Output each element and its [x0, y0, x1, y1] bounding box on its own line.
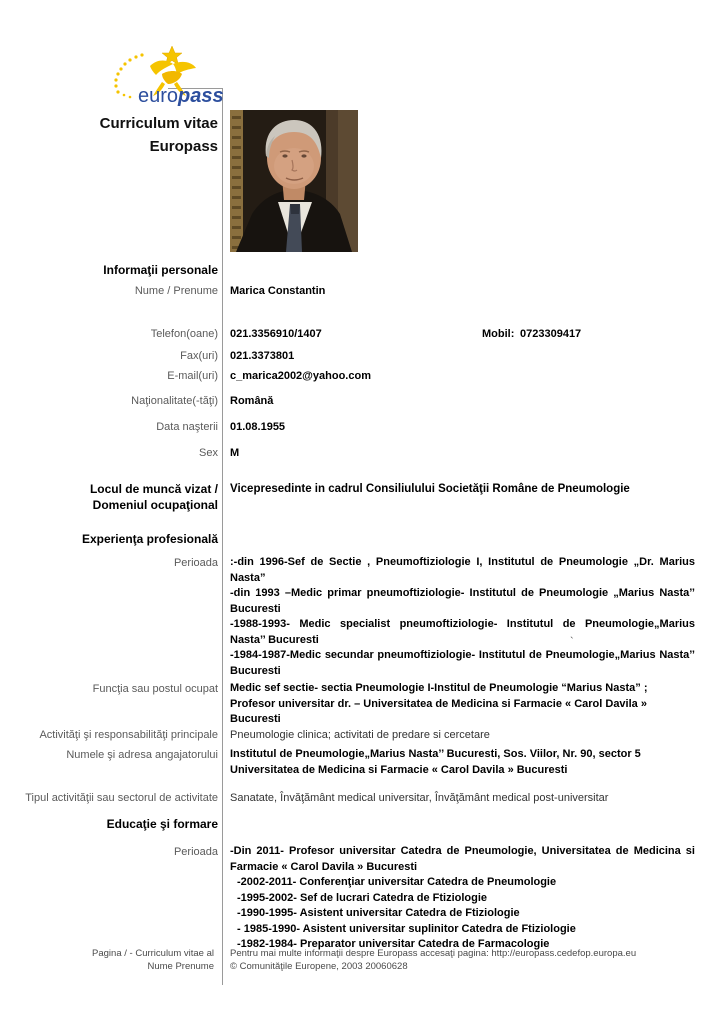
section-heading-experience: Experienţa profesională — [81, 532, 218, 546]
fax-label: Fax(uri) — [180, 350, 218, 362]
column-divider-line — [222, 88, 223, 985]
svg-text:europass — [138, 85, 224, 106]
employer-line: Universitatea de Medicina si Farmacie « Carol Davila » Bucuresti — [230, 763, 568, 776]
experience-period-value — [230, 555, 695, 679]
birthdate-label: Data naşterii — [156, 421, 218, 433]
education-period-line: -1990-1995- Asistent universitar Catedra de Ftiziologie — [237, 907, 520, 919]
phone-row — [230, 327, 695, 341]
nationality-label: Naţionalitate(-tăţi) — [131, 395, 218, 407]
job-heading-line2: Domeniul ocupaţional — [92, 498, 218, 512]
page-title — [0, 112, 218, 158]
email-value: c_marica2002@yahoo.com — [230, 370, 371, 382]
section-heading-personal: Informaţii personale — [103, 263, 218, 277]
europass-logo — [110, 44, 245, 106]
footer-left-line1: Pagina / - Curriculum vitae al — [92, 948, 214, 959]
sex-value: M — [230, 447, 240, 459]
education-period-line: -1995-2002- Sef de lucrari Catedra de Ftiziologie — [237, 891, 488, 904]
section-heading-job — [0, 481, 218, 513]
sex-label: Sex — [199, 447, 218, 459]
phone-value: 021.3356910/1407 — [230, 328, 322, 340]
position-value — [230, 681, 695, 728]
education-period-line: -Din 2011- Profesor universitar Catedra de Pneumologie, Universitatea de Medicina si Farmacie « Carol Davila » Bucuresti — [230, 845, 695, 873]
fax-value: 021.3373801 — [230, 350, 295, 362]
education-period-value — [230, 844, 695, 953]
email-label: E-mail(uri) — [167, 370, 218, 382]
sector-value: Sanatate, Învăţământ medical universitar, Învăţământ medical post-universitar — [230, 792, 609, 804]
experience-period-line: -1984-1987-Medic secundar pneumoftiziologie- Institutul de Pneumologie„Marius Nasta’’ Bucuresti — [230, 649, 695, 677]
experience-period-line: -1988-1993- Medic specialist pneumoftiziologie- Institutul de Pneumologie„Marius Nasta’’ Bucuresti — [230, 618, 695, 646]
mobile-label: Mobil: — [482, 328, 515, 340]
name-label: Nume / Prenume — [134, 285, 218, 297]
job-heading-line1: Locul de muncă vizat / — [89, 482, 218, 496]
footer-right — [230, 948, 690, 973]
position-line: Medic sef sectie- sectia Pneumologie I-Institul de Pneumologie “Marius Nasta” ; — [230, 682, 648, 694]
experience-period-line: -din 1993 –Medic primar pneumoftiziologie- Institutul de Pneumologie „Marius Nasta’’ Bucuresti — [230, 587, 695, 615]
employer-label: Numele şi adresa angajatorului — [66, 749, 218, 761]
position-label: Funcţia sau postul ocupat — [92, 683, 218, 695]
section-heading-education: Educaţie şi formare — [106, 817, 218, 831]
footer-left — [0, 948, 214, 973]
job-value: Vicepresedinte in cadrul Consiliulului Societăţii Române de Pneumologie — [230, 483, 630, 495]
education-period-line: - 1985-1990- Asistent universitar suplinitor Catedra de Ftiziologie — [237, 922, 576, 935]
experience-period-label: Perioada — [173, 557, 218, 569]
employer-line: Institutul de Pneumologie„Marius Nasta’’ Bucuresti, Sos. Viilor, Nr. 90, sector 5 — [230, 748, 641, 760]
logo-euro-text: euro — [138, 85, 179, 106]
mobile-value: 0723309417 — [520, 328, 582, 340]
nationality-value: Română — [230, 395, 274, 407]
title-line2: Europass — [149, 138, 218, 155]
sector-label: Tipul activităţii sau sectorul de activitate — [25, 792, 218, 804]
footer-right-line1: Pentru mai multe informaţii despre Europass accesaţi pagina: http://europass.cedefop.europa.eu — [230, 948, 637, 959]
education-period-label: Perioada — [173, 846, 218, 858]
activities-label: Activităţi şi responsabilităţi principale — [39, 729, 218, 741]
logo-pass-text: pass — [178, 85, 224, 106]
employer-value — [230, 747, 695, 778]
education-period-line: -1982-1984- Preparator universitar Catedra de Farmacologie — [237, 938, 550, 950]
name-value: Marica Constantin — [230, 285, 326, 297]
footer-left-line2: Nume Prenume — [147, 960, 214, 972]
stray-mark: ` — [570, 636, 574, 648]
portrait-photo — [230, 110, 358, 252]
title-line1: Curriculum vitae — [99, 115, 218, 132]
europass-star-icon — [110, 44, 245, 106]
position-line: Profesor universitar dr. – Universitatea de Medicina si Farmacie « Carol Davila » Bucuresti — [230, 697, 647, 725]
birthdate-value: 01.08.1955 — [230, 421, 286, 433]
footer-right-line2: © Comunităţile Europene, 2003 20060628 — [230, 960, 408, 972]
phone-label: Telefon(oane) — [150, 328, 218, 340]
experience-period-line: :-din 1996-Sef de Sectie , Pneumoftiziologie I, Institutul de Pneumologie „Dr. Marius Nasta” — [230, 556, 695, 584]
activities-value: Pneumologie clinica; activitati de predare si cercetare — [230, 729, 490, 741]
education-period-line: -2002-2011- Conferenţiar universitar Catedra de Pneumologie — [237, 876, 557, 888]
